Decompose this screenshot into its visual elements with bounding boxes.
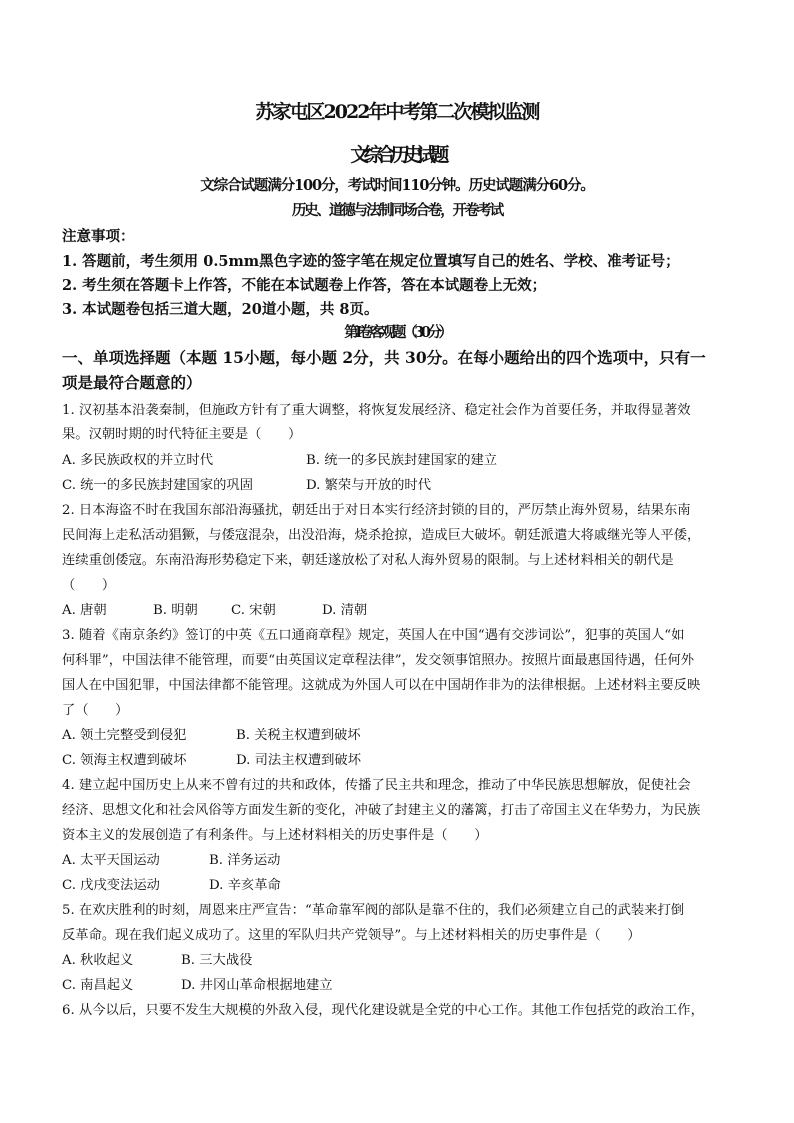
section-heading: 一、单项选择题（本题 15小题，每小题 2分，共 30分。在每小题给出的四个选项中，只有一	[62, 348, 706, 367]
question-4-text: 4. 建立起中国历史上从来不曾有过的共和政体，传播了民主共和理念，推动了中华民族思想解放，促使社会	[62, 778, 691, 793]
question-5-text: 5. 在欢庆胜利的时刻，周恩来庄严宣告：“革命靠军阀的部队是靠不住的，我们必须建立自己的武装来打倒	[62, 903, 685, 918]
question-2-text: 民间海上走私活动猖獗，与倭寇混杂，出没沿海，烧杀抢掠，造成巨大破坏。朝廷派遣大将戚继光等人平倭，	[62, 528, 701, 543]
question-1-option-d[interactable]: D. 繁荣与开放的时代	[306, 478, 432, 493]
question-3-text: 3. 随着《南京条约》签订的中英《五口通商章程》规定，英国人在中国“遇有交涉词讼”，犯事的英国人“如	[62, 628, 685, 643]
part1-heading: 第Ⅰ卷客观题（30分）	[344, 324, 450, 341]
question-3-option-d[interactable]: D. 司法主权遭到破坏	[236, 753, 362, 768]
question-5-option-c[interactable]: C. 南昌起义	[62, 978, 134, 993]
question-3-text: 何科罪”，中国法律不能管理，而要“由英国议定章程法律”，发交领事馆照办。按照片面最惠国待遇，任何外	[62, 653, 695, 668]
question-1-option-a[interactable]: A. 多民族政权的并立时代	[62, 453, 214, 468]
question-2-option-b[interactable]: B. 明朝	[153, 603, 198, 618]
exam-subtitle: 文综合历史试题	[350, 144, 444, 166]
question-1-text: 果。汉朝时期的时代特征主要是（ ）	[62, 427, 302, 442]
question-1-option-b[interactable]: B. 统一的多民族封建国家的建立	[306, 453, 498, 468]
question-3-text: 了（ ）	[62, 703, 129, 718]
question-4-option-d[interactable]: D. 辛亥革命	[209, 878, 281, 893]
question-5-option-a[interactable]: A. 秋收起义	[62, 953, 134, 968]
notice-item: 1. 答题前，考生须用 0.5mm黑色字迹的签字笔在规定位置填写自己的姓名、学校、准考证号；	[62, 253, 680, 270]
question-4-text: 经济、思想文化和社会风俗等方面发生新的变化，冲破了封建主义的藩篱，打击了帝国主义在华势力，为民族	[62, 803, 701, 818]
question-4-option-b[interactable]: B. 洋务运动	[209, 853, 281, 868]
question-1-text: 1. 汉初基本沿袭秦制，但施政方针有了重大调整，将恢复发展经济、稳定社会作为首要任务，并取得显著效	[62, 403, 691, 418]
notice-item: 2. 考生须在答题卡上作答，不能在本试题卷上作答，答在本试题卷上无效；	[62, 277, 547, 294]
question-4-option-c[interactable]: C. 戊戌变法运动	[62, 878, 160, 893]
question-5-option-b[interactable]: B. 三大战役	[181, 953, 253, 968]
question-2-option-c[interactable]: C. 宋朝	[231, 603, 276, 618]
question-2-text: （ ）	[62, 578, 116, 593]
exam-title: 苏家屯区2022年中考第二次模拟监测	[255, 101, 539, 123]
notice-item: 3. 本试题卷包括三道大题，20道小题，共 8页。	[62, 301, 379, 318]
question-5-option-d[interactable]: D. 井冈山革命根据地建立	[181, 978, 333, 993]
question-3-option-a[interactable]: A. 领土完整受到侵犯	[62, 728, 187, 743]
question-1-option-c[interactable]: C. 统一的多民族封建国家的巩固	[62, 478, 254, 493]
question-2-text: 连续重创倭寇。东南沿海形势稳定下来，朝廷遂放松了对私人海外贸易的限制。与上述材料相关的朝代是	[62, 553, 674, 568]
question-3-text: 国人在中国犯罪，中国法律都不能管理。这就成为外国人可以在中国胡作非为的法律根据。上述材料主要反映	[62, 678, 701, 693]
question-4-text: 资本主义的发展创造了有利条件。与上述材料相关的历史事件是（ ）	[62, 828, 488, 843]
question-5-text: 反革命。现在我们起义成功了。这里的军队归共产党领导”。与上述材料相关的历史事件是（ ）	[62, 928, 641, 943]
notice-heading: 注意事项：	[62, 228, 135, 245]
question-2-option-d[interactable]: D. 清朝	[322, 603, 368, 618]
exam-info-mode: 历史、道德与法制同场合卷，开卷考试	[291, 202, 503, 219]
exam-info-score: 文综合试题满分100分，考试时间110分钟。历史试题满分60分。	[200, 177, 594, 194]
question-6-text: 6. 从今以后，只要不发生大规模的外敌入侵，现代化建设就是全党的中心工作。其他工作包括党的政治工作，	[62, 1003, 704, 1018]
question-4-option-a[interactable]: A. 太平天国运动	[62, 853, 160, 868]
question-3-option-c[interactable]: C. 领海主权遭到破坏	[62, 753, 187, 768]
question-2-option-a[interactable]: A. 唐朝	[62, 603, 107, 618]
section-heading: 项是最符合题意的）	[62, 373, 202, 392]
question-3-option-b[interactable]: B. 关税主权遭到破坏	[236, 728, 361, 743]
question-2-text: 2. 日本海盗不时在我国东部沿海骚扰，朝廷出于对日本实行经济封锁的目的，严厉禁止海外贸易，结果东南	[62, 503, 691, 518]
